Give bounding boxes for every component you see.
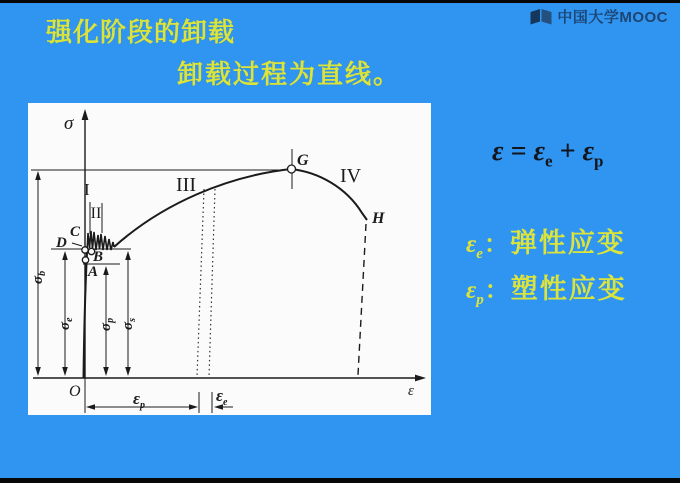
point-labels bbox=[55, 152, 385, 280]
formula-epsilon: ε bbox=[492, 136, 504, 167]
label-point-a: A bbox=[88, 264, 99, 280]
formula-epsilon-p: ε bbox=[582, 136, 594, 167]
label-origin: O bbox=[69, 383, 81, 400]
label-point-g: G bbox=[297, 152, 309, 169]
strain-measures bbox=[85, 378, 233, 413]
top-letterbox-bar bbox=[0, 0, 680, 3]
label-sigma-axis: σ bbox=[64, 113, 74, 134]
label-point-c: C bbox=[70, 224, 81, 240]
fracture-dashed-line bbox=[358, 224, 366, 375]
stress-strain-diagram bbox=[28, 103, 431, 415]
label-point-b: B bbox=[93, 249, 104, 265]
label-epsilon-axis: ε bbox=[408, 383, 414, 399]
slide-title-line2: 卸载过程为直线。 bbox=[177, 59, 402, 89]
label-sigma-b: $\sigma_b$ bbox=[30, 270, 48, 284]
legend-elastic-strain: $\varepsilon_e$ ： 弹性应变 bbox=[466, 221, 626, 263]
slide-title-line1: 强化阶段的卸载 bbox=[46, 17, 236, 47]
label-stage-i: I bbox=[84, 180, 90, 199]
strain-formula: $\varepsilon = \varepsilon_e + \varepsilon_p$ bbox=[492, 136, 604, 171]
stress-strain-curve bbox=[84, 169, 368, 378]
label-eps-e-axis: $\varepsilon_e$ bbox=[216, 386, 228, 408]
label-stage-ii: II bbox=[90, 205, 102, 222]
label-stage-iii: III bbox=[176, 174, 196, 196]
sigma-measure-arrows bbox=[35, 171, 131, 376]
formula-equals: = bbox=[510, 136, 527, 167]
mooc-brand-text: 中国大学MOOC bbox=[557, 9, 668, 26]
label-sigma-p: $\sigma_p$ bbox=[98, 317, 116, 331]
label-stage-iv: IV bbox=[340, 165, 362, 187]
legend-elastic-strain-text: 弹性应变 bbox=[509, 228, 626, 258]
formula-plus: + bbox=[559, 136, 576, 167]
stage-labels bbox=[84, 165, 362, 222]
label-eps-p-axis: $\varepsilon_p$ bbox=[133, 389, 145, 411]
label-point-h: H bbox=[372, 210, 385, 227]
unloading-dotted-lines bbox=[197, 189, 215, 377]
legend-plastic-strain: $\varepsilon_p$ ： 塑性应变 bbox=[466, 267, 627, 309]
label-sigma-s: $\sigma_s$ bbox=[120, 318, 138, 330]
formula-epsilon-e: ε bbox=[533, 136, 545, 167]
mooc-brand bbox=[529, 6, 668, 27]
label-point-d: D bbox=[56, 235, 67, 251]
bottom-letterbox-bar bbox=[0, 478, 680, 483]
mooc-logo-icon bbox=[529, 8, 553, 26]
legend-plastic-strain-text: 塑性应变 bbox=[510, 274, 627, 304]
label-sigma-e: $\sigma_e$ bbox=[57, 317, 75, 330]
stress-strain-panel bbox=[28, 103, 431, 415]
